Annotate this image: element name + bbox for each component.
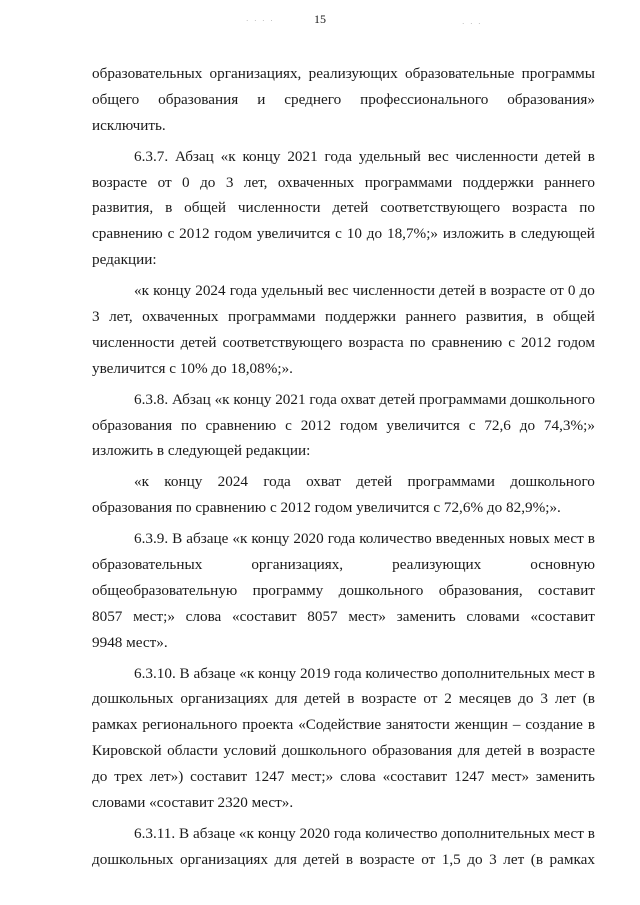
text-line bbox=[92, 738, 595, 764]
word: организациях, bbox=[209, 65, 302, 82]
word: возрасте bbox=[359, 850, 415, 868]
word: «составит bbox=[530, 607, 595, 625]
word: развития, bbox=[465, 308, 527, 326]
word: мест» bbox=[491, 768, 530, 786]
line-text: редакции: bbox=[92, 251, 157, 269]
word: года bbox=[309, 390, 337, 408]
word: года bbox=[334, 664, 362, 682]
word: сравнению bbox=[205, 416, 277, 434]
word: по bbox=[409, 333, 426, 351]
word: 6.3.9. bbox=[134, 530, 169, 548]
word: слова bbox=[340, 768, 376, 786]
word: в bbox=[587, 716, 595, 734]
word: 10 bbox=[346, 225, 362, 243]
word: 2020 bbox=[293, 530, 324, 548]
word: составит bbox=[190, 768, 248, 786]
word: детей bbox=[544, 147, 581, 165]
word: до bbox=[200, 173, 216, 191]
text-line bbox=[92, 790, 595, 816]
word: «к bbox=[232, 530, 248, 548]
word: годом bbox=[214, 225, 253, 243]
word: В bbox=[179, 664, 190, 682]
word: 6.3.11. bbox=[134, 824, 176, 842]
word: «к bbox=[220, 147, 236, 165]
word: «к bbox=[134, 473, 149, 491]
word: 2021 bbox=[287, 147, 318, 165]
text-line bbox=[92, 661, 595, 687]
word: лет bbox=[554, 690, 576, 708]
text-line bbox=[92, 304, 595, 330]
word: 2012 bbox=[520, 333, 552, 351]
word: охват bbox=[306, 473, 341, 491]
text-line bbox=[92, 526, 595, 552]
word: трех bbox=[114, 768, 143, 786]
word: 1,5 bbox=[441, 850, 461, 868]
page-number: 15 bbox=[314, 12, 326, 26]
word: до bbox=[467, 850, 483, 868]
word: 72,6 bbox=[484, 416, 511, 434]
text-line bbox=[92, 113, 595, 139]
word: в bbox=[587, 824, 595, 842]
word: «к bbox=[134, 282, 149, 300]
word: 1247 bbox=[254, 768, 285, 786]
word: образования bbox=[92, 416, 173, 434]
word: «составит bbox=[232, 607, 297, 625]
text-line bbox=[92, 221, 595, 247]
word: концу bbox=[164, 473, 203, 491]
word: образования bbox=[372, 742, 453, 760]
word: удельный bbox=[358, 147, 421, 165]
text-line bbox=[92, 495, 595, 521]
word: 6.3.7. bbox=[134, 147, 169, 165]
word: – bbox=[512, 716, 521, 734]
word: дополнительных bbox=[441, 664, 551, 682]
word: В bbox=[179, 824, 190, 842]
word: в bbox=[587, 530, 595, 548]
text-line bbox=[92, 712, 595, 738]
text-line bbox=[92, 413, 595, 439]
text-line bbox=[92, 438, 595, 464]
word: возраста bbox=[512, 199, 568, 217]
text-line bbox=[92, 195, 595, 221]
word: женщин bbox=[454, 716, 508, 734]
text-line bbox=[92, 847, 595, 873]
word: с bbox=[508, 333, 515, 351]
word: В bbox=[172, 530, 183, 548]
word: раннего bbox=[405, 308, 457, 326]
word: детей bbox=[303, 850, 340, 868]
word: 8057 bbox=[92, 607, 123, 625]
word: мест;» bbox=[291, 768, 334, 786]
word: поддержки bbox=[462, 173, 534, 191]
word: развития, bbox=[92, 199, 154, 217]
word: 2012 bbox=[300, 416, 332, 434]
word: образования bbox=[158, 90, 239, 108]
word: дошкольного bbox=[281, 742, 367, 760]
word: детей bbox=[439, 282, 476, 300]
word: среднего bbox=[284, 90, 342, 108]
word: мест» bbox=[348, 607, 387, 625]
word: (в bbox=[582, 690, 595, 708]
word: года bbox=[333, 824, 362, 842]
word: абзаце bbox=[193, 664, 236, 682]
word: дошкольных bbox=[92, 850, 174, 868]
word: рамках bbox=[549, 850, 595, 868]
word: программы bbox=[521, 65, 595, 82]
word: вес bbox=[327, 282, 349, 300]
word: с bbox=[285, 416, 292, 434]
word: концу bbox=[251, 530, 290, 548]
word: общей bbox=[553, 308, 595, 326]
word: 2021 bbox=[275, 390, 306, 408]
word: годом bbox=[557, 333, 595, 351]
word: сравнению bbox=[92, 225, 163, 243]
text-line bbox=[92, 144, 595, 170]
word: количество bbox=[365, 664, 438, 682]
word: в bbox=[536, 308, 544, 326]
word: по bbox=[579, 199, 595, 217]
word: лет») bbox=[149, 768, 184, 786]
word: следующей bbox=[520, 225, 595, 243]
word: составит bbox=[538, 581, 595, 599]
word: «к bbox=[239, 664, 255, 682]
text-line bbox=[92, 764, 595, 790]
word: изложить bbox=[442, 225, 504, 243]
word: Абзац bbox=[175, 147, 214, 165]
word: 0 bbox=[182, 173, 190, 191]
text-line bbox=[92, 356, 595, 382]
word: концу bbox=[257, 824, 296, 842]
word: программами bbox=[227, 308, 316, 326]
word: «составит bbox=[382, 768, 448, 786]
word: заменить bbox=[535, 768, 595, 786]
word: дополнительных bbox=[441, 824, 550, 842]
word: с bbox=[167, 225, 175, 243]
line-text: исключить. bbox=[92, 116, 166, 134]
word: мест bbox=[553, 824, 584, 842]
text-line bbox=[92, 552, 595, 578]
word: «к bbox=[214, 390, 230, 408]
word: численности bbox=[352, 282, 436, 300]
word: для bbox=[457, 742, 481, 760]
word: дошкольного bbox=[510, 473, 595, 491]
word: возрасте bbox=[361, 690, 417, 708]
word: 6.3.10. bbox=[134, 664, 176, 682]
word: программами bbox=[364, 173, 453, 191]
word: создание bbox=[525, 716, 583, 734]
word: удельный bbox=[261, 282, 324, 300]
word: численности bbox=[92, 333, 175, 351]
word: численности bbox=[237, 199, 321, 217]
word: от bbox=[423, 690, 438, 708]
text-line bbox=[92, 604, 595, 630]
document-body bbox=[92, 61, 595, 873]
text-line bbox=[92, 278, 595, 304]
word: в bbox=[347, 690, 355, 708]
word: концу bbox=[242, 147, 281, 165]
word: охват bbox=[340, 390, 376, 408]
word: образования, bbox=[438, 581, 523, 599]
word: программу bbox=[252, 581, 324, 599]
word: общего bbox=[92, 90, 140, 108]
word: заменить bbox=[396, 607, 456, 625]
word: 8057 bbox=[307, 607, 338, 625]
word: для bbox=[275, 690, 298, 708]
word: программами bbox=[419, 390, 507, 408]
word: регионального bbox=[142, 716, 238, 734]
scan-noise-mark: · · · bbox=[462, 20, 483, 28]
text-line bbox=[92, 387, 595, 413]
word: в bbox=[587, 664, 595, 682]
word: общеобразовательную bbox=[92, 581, 238, 599]
word: 3 bbox=[540, 690, 548, 708]
word: до bbox=[579, 282, 595, 300]
word: сравнению bbox=[431, 333, 503, 351]
word: 2024 bbox=[195, 282, 226, 300]
word: 6.3.8. bbox=[134, 390, 169, 408]
word: концу bbox=[153, 282, 192, 300]
word: области bbox=[167, 742, 218, 760]
word: в bbox=[345, 850, 354, 868]
word: от bbox=[421, 850, 436, 868]
word: концу bbox=[233, 390, 272, 408]
word: 2012 bbox=[179, 225, 210, 243]
word: дошкольного bbox=[338, 581, 424, 599]
word: словами bbox=[466, 607, 520, 625]
word: года bbox=[324, 147, 353, 165]
word: (в bbox=[530, 850, 544, 868]
word: «к bbox=[238, 824, 254, 842]
word: охваченных bbox=[142, 308, 219, 326]
word: лет, bbox=[243, 173, 268, 191]
word: организациях, bbox=[251, 556, 344, 574]
word: лет, bbox=[109, 308, 133, 326]
word: возрасте bbox=[92, 173, 148, 191]
word: с bbox=[335, 225, 342, 243]
word: количество bbox=[359, 530, 432, 548]
word: профессионального bbox=[360, 90, 489, 108]
word: основную bbox=[530, 556, 595, 574]
word: Абзац bbox=[171, 390, 211, 408]
word: 1247 bbox=[454, 768, 485, 786]
line-text: изложить в следующей редакции: bbox=[92, 442, 311, 460]
word: от bbox=[157, 173, 172, 191]
word: 3 bbox=[225, 173, 234, 191]
word: детей bbox=[304, 690, 341, 708]
word: в bbox=[508, 225, 516, 243]
text-line bbox=[92, 686, 595, 712]
word: 2020 bbox=[299, 824, 330, 842]
text-line bbox=[92, 630, 595, 656]
line-text: словами «составит 2320 мест». bbox=[92, 794, 294, 812]
word: 2024 bbox=[217, 473, 249, 491]
word: введенных bbox=[435, 530, 506, 548]
word: поддержки bbox=[324, 308, 397, 326]
word: образования» bbox=[507, 90, 595, 108]
word: соответствующего bbox=[222, 333, 343, 351]
word: в bbox=[479, 282, 487, 300]
word: программами bbox=[407, 473, 495, 491]
word: до bbox=[366, 225, 383, 243]
word: года bbox=[229, 282, 258, 300]
word: с bbox=[468, 416, 476, 434]
line-text: увеличится с 10% до 18,08%;». bbox=[92, 359, 293, 377]
word: общей bbox=[184, 199, 227, 217]
word: в bbox=[587, 147, 595, 165]
line-text: 9948 мест». bbox=[92, 633, 168, 651]
text-line bbox=[92, 247, 595, 273]
word: годом bbox=[339, 416, 378, 434]
word: 18,7%;» bbox=[386, 225, 439, 243]
text-line bbox=[92, 170, 595, 196]
word: 74,3%;» bbox=[543, 416, 595, 434]
word: и bbox=[257, 90, 266, 108]
word: численности bbox=[455, 147, 539, 165]
word: организациях bbox=[179, 850, 268, 868]
word: в bbox=[527, 742, 535, 760]
word: проекта bbox=[242, 716, 294, 734]
word: слова bbox=[185, 607, 222, 625]
word: 0 bbox=[567, 282, 576, 300]
word: мест;» bbox=[133, 607, 175, 625]
word: абзаце bbox=[186, 530, 229, 548]
word: концу bbox=[258, 664, 297, 682]
word: мест bbox=[553, 664, 585, 682]
word: 2019 bbox=[299, 664, 331, 682]
word: занятости bbox=[386, 716, 450, 734]
word: раннего bbox=[544, 173, 595, 191]
text-line bbox=[92, 330, 595, 356]
word: детей bbox=[332, 199, 369, 217]
word: от bbox=[549, 282, 564, 300]
word: новых bbox=[509, 530, 550, 548]
word: организациях bbox=[180, 690, 269, 708]
word: условий bbox=[223, 742, 277, 760]
word: реализующих bbox=[308, 65, 398, 82]
word: дошкольного bbox=[510, 390, 595, 408]
word: детей bbox=[356, 473, 393, 491]
word: года bbox=[327, 530, 356, 548]
word: охваченных bbox=[277, 173, 355, 191]
word: соответствующего bbox=[380, 199, 501, 217]
word: 2 bbox=[444, 690, 452, 708]
scan-noise-mark: · · · · bbox=[246, 17, 275, 25]
word: детей bbox=[485, 742, 522, 760]
word: по bbox=[180, 416, 197, 434]
word: Кировской bbox=[92, 742, 162, 760]
word: месяцев bbox=[458, 690, 512, 708]
word: мест bbox=[553, 530, 584, 548]
text-line bbox=[92, 821, 595, 847]
word: увеличится bbox=[256, 225, 331, 243]
word: образовательные bbox=[404, 65, 515, 82]
word: образовательных bbox=[92, 556, 203, 574]
word: для bbox=[274, 850, 297, 868]
word: возрасте bbox=[539, 742, 595, 760]
word: лет bbox=[503, 850, 525, 868]
word: количество bbox=[365, 824, 438, 842]
word: в bbox=[165, 199, 173, 217]
word: увеличится bbox=[386, 416, 460, 434]
line-text: образования по сравнению с 2012 годом увеличится с 72,6% до 82,9%;». bbox=[92, 499, 561, 517]
word: детей bbox=[379, 390, 416, 408]
word: года bbox=[263, 473, 291, 491]
word: реализующих bbox=[392, 556, 482, 574]
word: до bbox=[518, 690, 534, 708]
text-line bbox=[92, 61, 595, 87]
text-line bbox=[92, 87, 595, 113]
word: дошкольных bbox=[92, 690, 174, 708]
word: 3 bbox=[489, 850, 497, 868]
word: детей bbox=[180, 333, 217, 351]
text-line bbox=[92, 469, 595, 495]
word: до bbox=[519, 416, 536, 434]
word: «Содействие bbox=[298, 716, 382, 734]
text-line bbox=[92, 578, 595, 604]
word: возрасте bbox=[490, 282, 546, 300]
word: до bbox=[92, 768, 108, 786]
word: образовательных bbox=[92, 65, 203, 82]
word: рамках bbox=[92, 716, 138, 734]
word: 3 bbox=[92, 308, 100, 326]
word: абзаце bbox=[193, 824, 236, 842]
word: вес bbox=[427, 147, 449, 165]
word: возраста bbox=[348, 333, 404, 351]
